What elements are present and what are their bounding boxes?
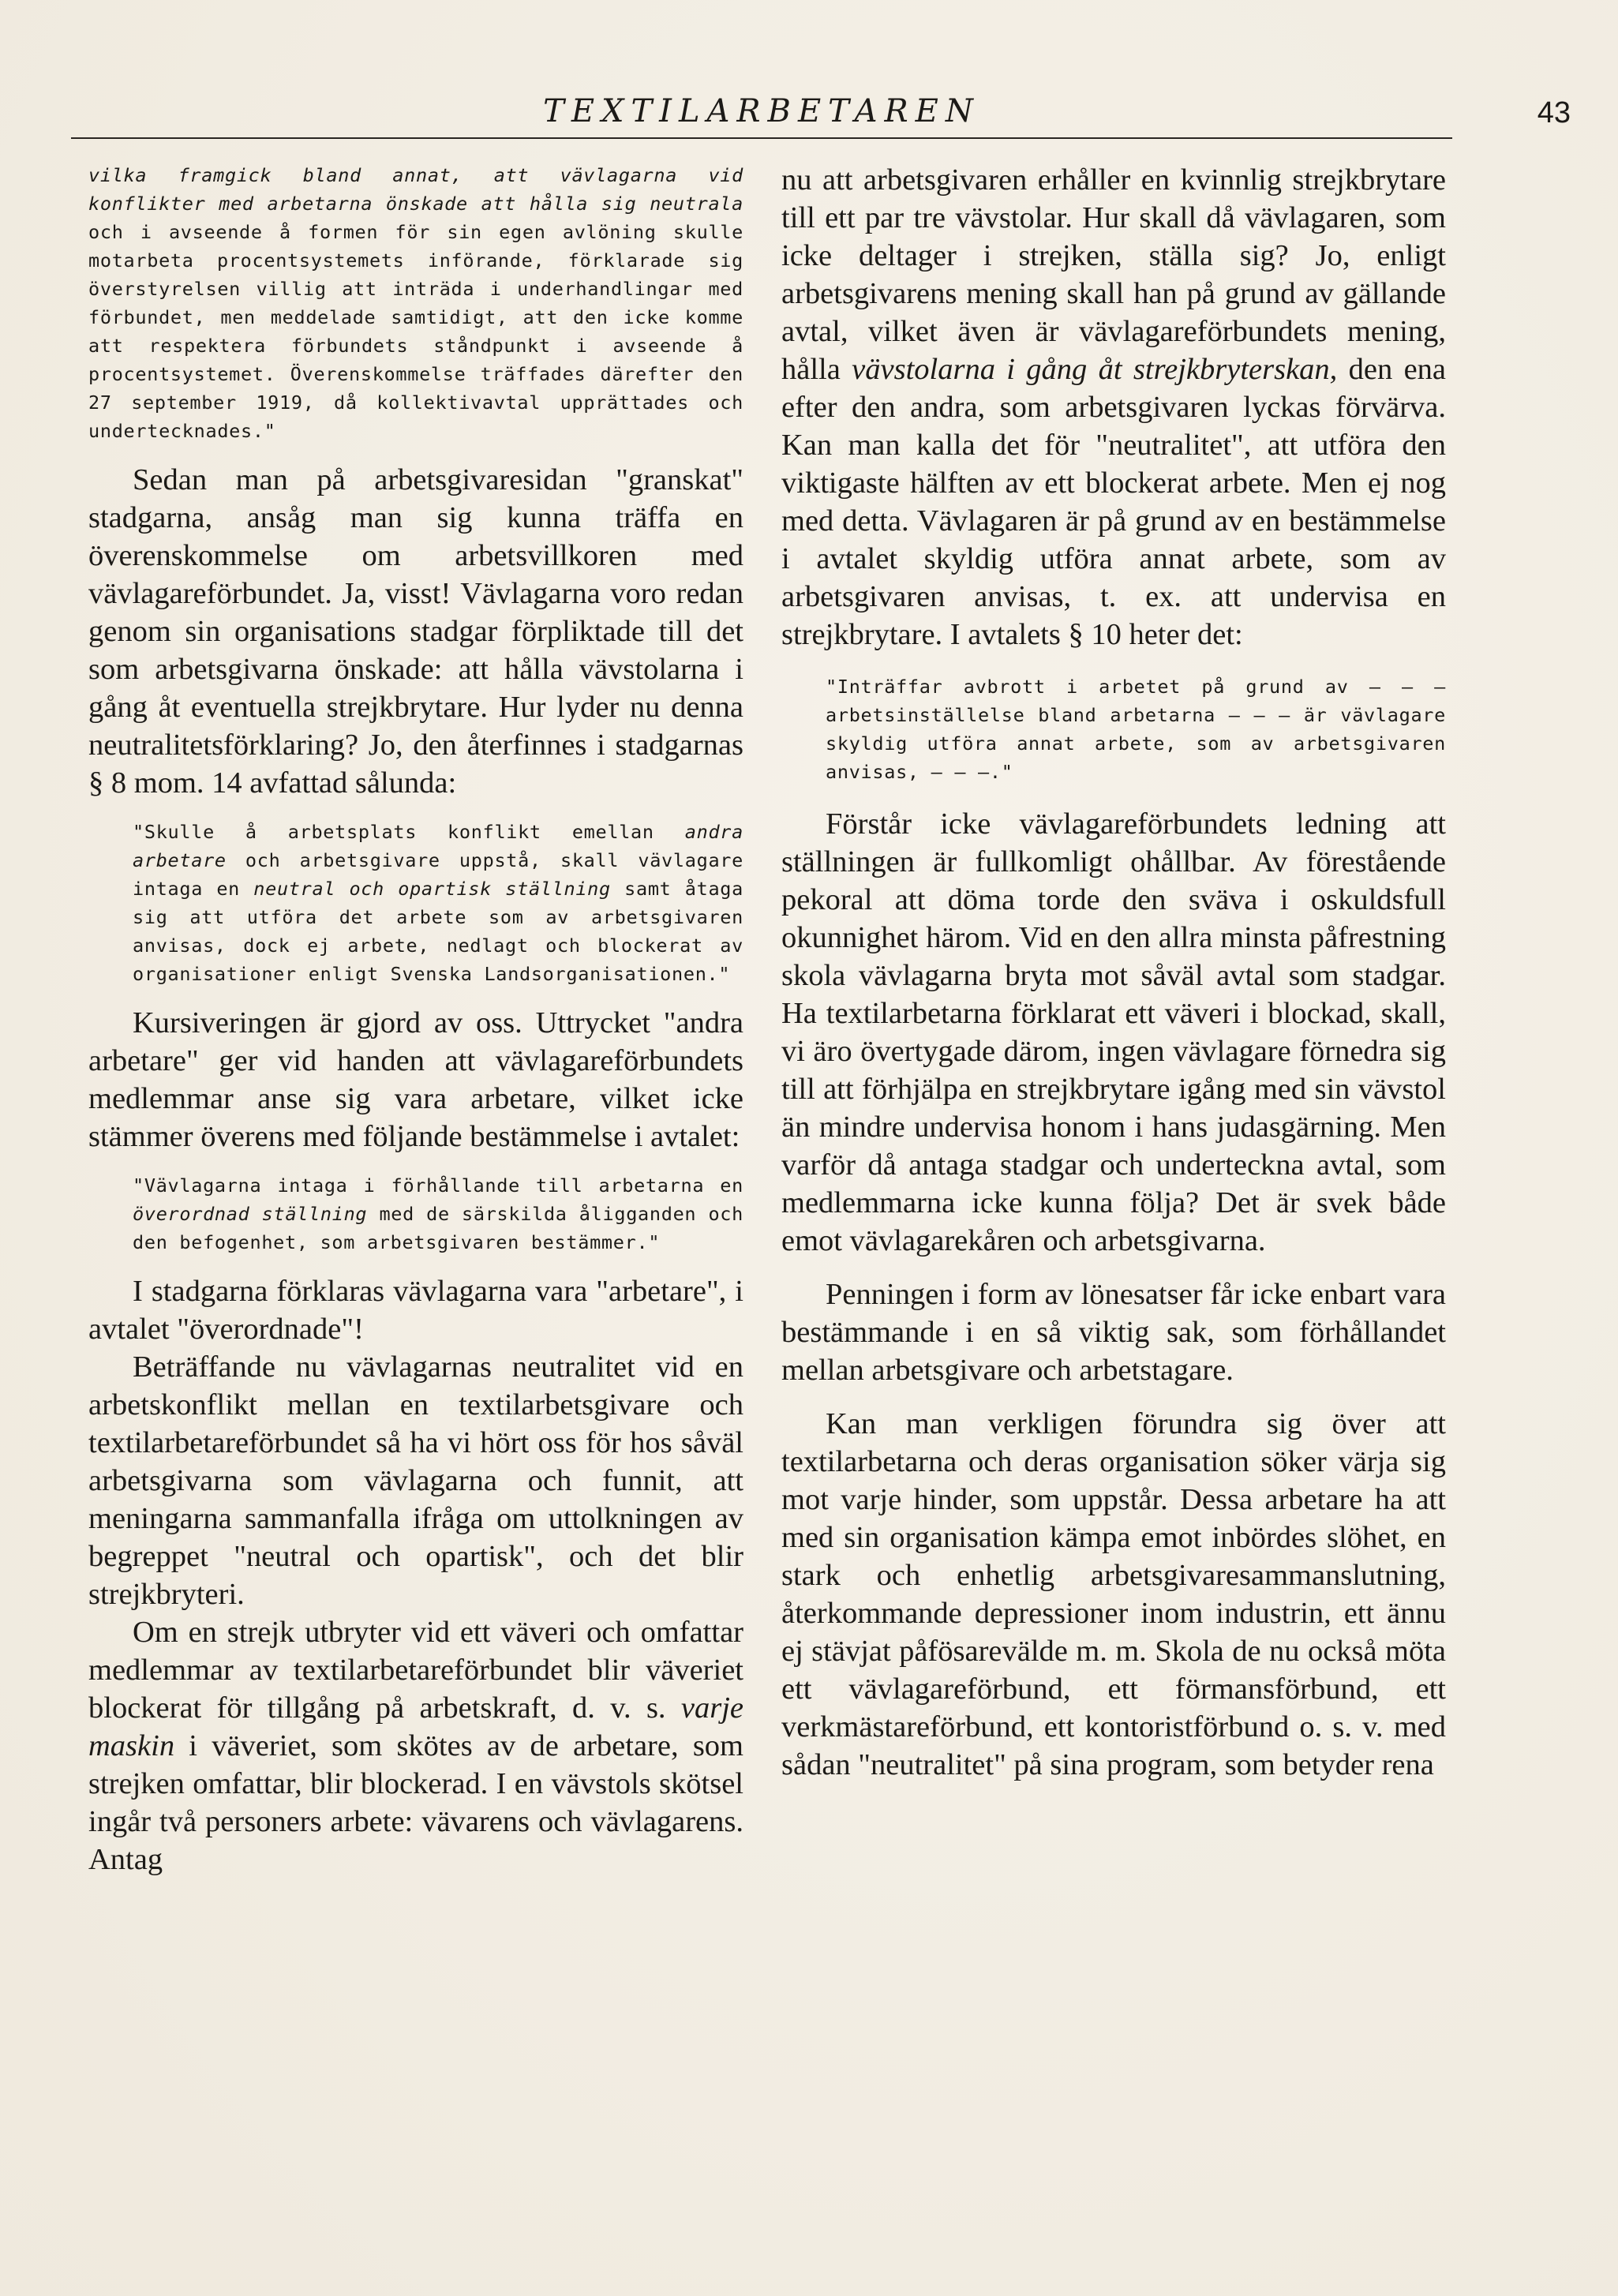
text-span: den ena efter den andra, som arbetsgivaren lyckas förvärva. Kan man kalla det för "neutralitet", att utföra den viktigaste hälften av ett blockerat arbete. Men ej nog med detta. Vävlagaren är på grund av en bestämmelse i avtalet skyldig utföra annat arbete, som av arbetsgivaren anvisas, t. ex. att undervisa en strejkbrytare. I avtalets § 10 heter det: [781, 353, 1446, 651]
italic-span: neutral och opartisk ställning [253, 878, 611, 900]
quote-continuation [88, 161, 743, 445]
right-column [781, 161, 1446, 2249]
running-title: TEXTILARBETAREN [543, 93, 980, 129]
paragraph: Sedan man på arbetsgivaresidan "granskat" stadgarna, ansåg man sig kunna träffa en överenskommelse om arbetsvillkoren med vävlagareförbundet. Ja, visst! Vävlagarna voro redan genom sin organisations stadgar förpliktade till det som arbetsgivarna önskade: att hålla vävstolarna i gång åt eventuella strejkbrytare. Hur lyder nu denna neutralitetsförklaring? Jo, den återfinnes i stadgarnas § 8 mom. 14 avfattad sålunda: [88, 463, 743, 800]
text-span: "Skulle å arbetsplats konflikt emellan [133, 821, 685, 843]
statute-quote [88, 818, 743, 988]
paragraph: Penningen i form av lönesatser får icke enbart vara bestämmande i en så viktig sak, som förhållandet mellan arbetsgivare och arbetstagare. [781, 1278, 1446, 1387]
agreement-quote: "Inträffar avbrott i arbetet på grund av — — — arbetsinställelse bland arbetarna — — — är vävlagare skyldig utföra annat arbete, som av arbetsgivaren anvisas, — — —." [826, 676, 1446, 783]
italic-span: överordnad ställning [133, 1203, 368, 1225]
text-span: nu att arbetsgivaren erhåller en kvinnlig strejkbrytare till ett par tre vävstolar. Hur skall då vävlagaren, som icke deltager i strejken, ställa sig? Jo, enligt arbetsgivarens mening skall han på grund av gällande avtal, vilket även är vävlagareförbundets mening, hålla [781, 163, 1446, 386]
paragraph [781, 161, 1446, 654]
paragraph [88, 1613, 743, 1878]
text-span: och arbetsgivare uppstå, skall vävlagare intaga en [133, 849, 743, 900]
agreement-quote [88, 1171, 743, 1257]
text-span: och i avseende å formen för sin egen avlöning skulle motarbeta procentsystemets införande, förklarade sig överstyrelsen villig att inträda i underhandlingar med förbundet, men meddelade samtidigt, att den icke komme att respektera förbundets ståndpunkt i avseende å procentsystemet. Överenskommelse träffades därefter den 27 september 1919, då kollektivavtal upprättades och undertecknades." [88, 221, 743, 442]
paragraph: Förstår icke vävlagareförbundets ledning att ställningen är fullkomligt ohållbar. Av förestående pekoral att döma torde den sväva i oskuldsfull okunnighet härom. Vid en den allra minsta påfrestning skola vävlagarna bryta mot såväl avtal som stadgar. Ha textilarbetarna förklarat ett väveri i blockad, skall, vi äro övertygade därom, ingen vävlagare förnedra sig till att förhjälpa en strejkbrytare igång med sin vävstol än mindre undervisa honom i hans judasgärning. Men varför då antaga stadgar och underteckna avtal, som medlemmarna icke kunna följa? Det är svek både emot vävlagarekåren och arbetsgivarna. [781, 807, 1446, 1257]
text-span: Om en strejk utbryter vid ett väveri och omfattar medlemmar av textilarbetareförbundet blir väveriet blockerat för tillgång på arbetskraft, d. v. s. [88, 1616, 743, 1725]
paragraph: Beträffande nu vävlagarnas neutralitet vid en arbetskonflikt mellan en textilarbetsgivare och textilarbetareförbundet så ha vi hört oss för hos såväl arbetsgivarna som vävlagarna och funnit, att meningarna sammanfalla ifråga om uttolkningen av begreppet "neutral och opartisk", och det blir strejkbryteri. [88, 1350, 743, 1611]
paragraph: Kan man verkligen förundra sig över att textilarbetarna och deras organisation söker värja sig mot varje hinder, som uppstår. Dessa arbetare ha att med sin organisation kämpa emot inbördes slöhet, en stark och enhetlig arbetsgivaresammanslutning, återkommande depressioner inom industrin, ett ännu ej stävjat påfösarevälde m. m. Skola de nu också möta ett vävlagareförbund, ett förmansförbund, ett verkmästareförbund, ett kontoristförbund o. s. v. med sådan "neutralitet" på sina program, som betyder rena [781, 1407, 1446, 1781]
paragraph: Kursiveringen är gjord av oss. Uttrycket "andra arbetare" ger vid handen att vävlagareförbundets medlemmar anse sig vara arbetare, vilket icke stämmer överens med följande bestämmelse i avtalet: [88, 1006, 743, 1153]
italic-span: varje maskin [88, 1691, 743, 1762]
paragraph: I stadgarna förklaras vävlagarna vara "arbetare", i avtalet "överordnade"! [88, 1275, 743, 1346]
text-span: samt åtaga sig att utföra det arbete som av arbetsgivaren anvisas, dock ej arbete, nedlagt och blockerat av organisationer enligt Svenska Landsorganisationen." [133, 878, 743, 985]
italic-span: andra arbetare [133, 821, 743, 871]
italic-span: vävstolarna i gång åt strejkbryterskan, [852, 353, 1338, 386]
text-span: med de särskilda åligganden och den befogenhet, som arbetsgivaren bestämmer." [133, 1203, 743, 1253]
page-header [71, 88, 1571, 139]
italic-span: vilka framgick bland annat, att vävlagarna vid konflikter med arbetarna önskade att hålla sig neutrala [88, 164, 743, 215]
left-column [88, 161, 743, 2249]
page-number: 43 [1537, 96, 1571, 129]
text-span: i väveriet, som skötes av de arbetare, som strejken omfattar, blir blockerad. I en vävstols skötsel ingår två personers arbete: vävarens och vävlagarens. Antag [88, 1729, 743, 1876]
text-span: "Vävlagarna intaga i förhållande till arbetarna en [133, 1174, 743, 1197]
